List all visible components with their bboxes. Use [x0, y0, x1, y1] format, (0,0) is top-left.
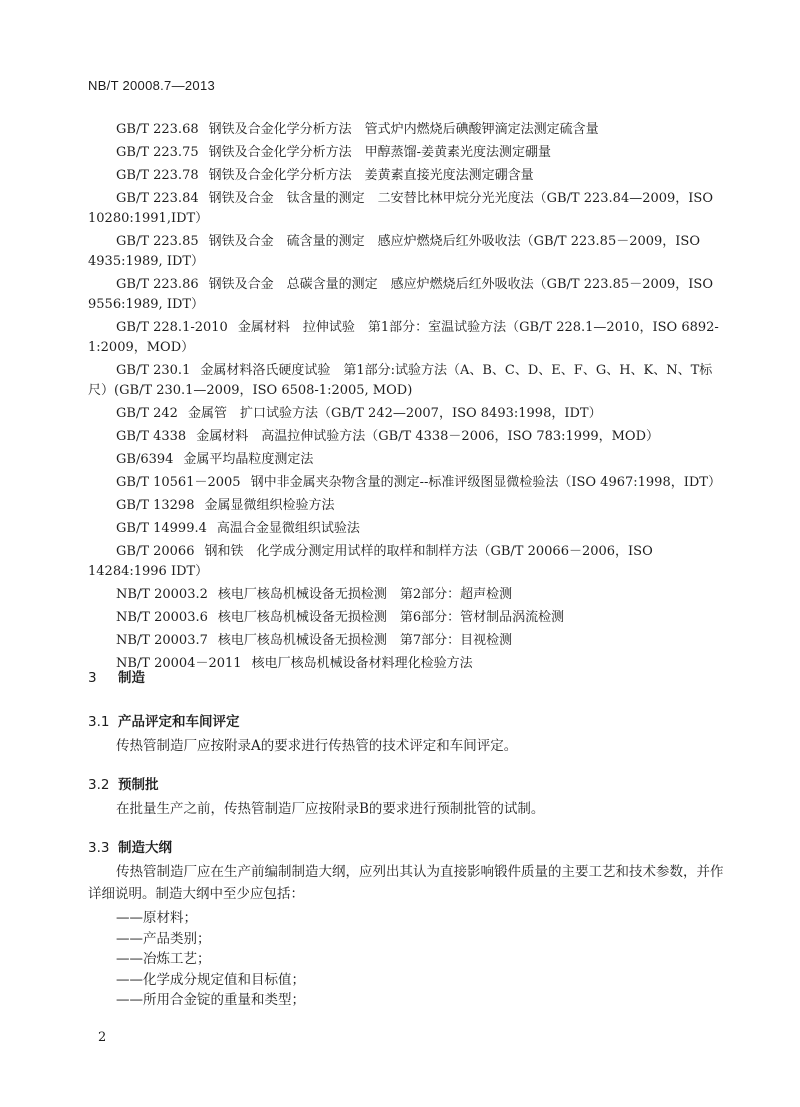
reference-code: GB/T 20066	[116, 544, 195, 559]
list-item: ——冶炼工艺；	[116, 951, 211, 967]
reference-code: GB/6394	[116, 452, 174, 467]
reference-title: 钢铁及合金 总碳含量的测定 感应炉燃烧后红外吸收法（GB/T 223.85－2009，ISO 9556:1989, IDT）	[88, 277, 714, 312]
reference-item	[88, 189, 728, 229]
reference-title: 金属平均晶粒度测定法	[183, 452, 314, 467]
reference-code: NB/T 20003.6	[116, 610, 208, 625]
reference-item	[88, 318, 728, 358]
reference-code: NB/T 20003.7	[116, 633, 208, 648]
reference-code: GB/T 10561－2005	[116, 475, 241, 490]
reference-item	[88, 654, 728, 674]
reference-item	[88, 496, 728, 516]
manufacturing-outline-list	[116, 908, 305, 1011]
reference-item	[88, 275, 728, 315]
reference-title: 核电厂核岛机械设备无损检测 第6部分：管材制品涡流检测	[217, 610, 565, 625]
reference-item	[88, 404, 728, 424]
reference-code: GB/T 228.1-2010	[116, 320, 228, 335]
list-item: ——化学成分规定值和目标值；	[116, 971, 305, 988]
subsection-heading	[88, 836, 172, 856]
reference-item	[88, 166, 728, 186]
reference-title: 金属显微组织检验方法	[204, 498, 335, 513]
reference-item	[88, 361, 728, 401]
reference-title: 核电厂核岛机械设备无损检测 第2部分：超声检测	[217, 587, 513, 602]
section-number: 3	[88, 670, 97, 686]
reference-title: 钢铁及合金化学分析方法 姜黄素直接光度法测定硼含量	[208, 168, 534, 183]
list-item: ——原材料；	[116, 910, 197, 926]
reference-title: 钢中非金属夹杂物含量的测定--标准评级图显微检验法（ISO 4967:1998，IDT）	[250, 475, 721, 490]
paragraph: 传热管制造厂应按附录A的要求进行传热管的技术评定和车间评定。	[116, 738, 518, 754]
subsection-heading	[88, 773, 159, 793]
reference-item	[88, 608, 728, 628]
subsection-heading	[88, 710, 240, 730]
reference-item	[88, 120, 728, 140]
reference-title: 金属管 扩口试验方法（GB/T 242—2007，ISO 8493:1998，IDT）	[187, 406, 602, 421]
reference-title: 钢铁及合金 钛含量的测定 二安替比林甲烷分光光度法（GB/T 223.84—2009，ISO 10280:1991,IDT）	[88, 191, 714, 226]
reference-item	[88, 232, 728, 272]
reference-code: GB/T 13298	[116, 498, 195, 513]
reference-title: 钢和铁 化学成分测定用试样的取样和制样方法（GB/T 20066－2006，ISO 14284:1996 IDT）	[88, 544, 653, 579]
reference-code: GB/T 4338	[116, 429, 187, 444]
reference-code: NB/T 20003.2	[116, 587, 208, 602]
subsection-number: 3.3	[88, 840, 110, 856]
reference-title: 高温合金显微组织试验法	[216, 521, 360, 536]
reference-code: NB/T 20004－2011	[116, 656, 242, 671]
reference-item	[88, 542, 728, 582]
list-item: ——所用合金锭的重量和类型；	[116, 992, 305, 1008]
subsection-title: 产品评定和车间评定	[118, 714, 240, 730]
reference-title: 核电厂核岛机械设备材料理化检验方法	[251, 656, 473, 671]
reference-title: 核电厂核岛机械设备无损检测 第7部分：目视检测	[217, 633, 513, 648]
reference-code: GB/T 223.68	[116, 122, 199, 137]
reference-item	[88, 631, 728, 651]
subsection-title: 预制批	[118, 777, 159, 793]
reference-item	[88, 143, 728, 163]
reference-code: GB/T 223.85	[116, 234, 199, 249]
reference-item	[88, 473, 728, 493]
section-title: 制造	[118, 670, 145, 686]
reference-title: 钢铁及合金化学分析方法 甲醇蒸馏-姜黄素光度法测定硼量	[208, 145, 552, 160]
reference-code: GB/T 242	[116, 406, 178, 421]
reference-code: GB/T 223.84	[116, 191, 199, 206]
normative-references-list	[88, 120, 728, 677]
list-item: ——产品类别；	[116, 930, 211, 947]
reference-title: 金属材料洛氏硬度试验 第1部分:试验方法（A、B、C、D、E、F、G、H、K、N、T标尺）(GB/T 230.1—2009，ISO 6508-1:2005, MOD)	[88, 363, 713, 398]
document-header: NB/T 20008.7—2013	[88, 78, 216, 93]
reference-item	[88, 427, 728, 447]
reference-code: GB/T 223.78	[116, 168, 199, 183]
reference-item	[88, 450, 728, 470]
page-number: 2	[98, 1030, 107, 1045]
reference-item	[88, 585, 728, 605]
paragraph: 在批量生产之前，传热管制造厂应按附录B的要求进行预制批管的试制。	[116, 801, 545, 817]
reference-code: GB/T 14999.4	[116, 521, 207, 536]
section-heading	[88, 666, 145, 686]
subsection-title: 制造大纲	[118, 840, 172, 856]
reference-title: 金属材料 拉伸试验 第1部分：室温试验方法（GB/T 228.1—2010，ISO 6892-1:2009，MOD）	[88, 320, 719, 355]
reference-title: 钢铁及合金化学分析方法 管式炉内燃烧后碘酸钾滴定法测定硫含量	[208, 122, 599, 137]
subsection-number: 3.1	[88, 714, 110, 730]
reference-title: 金属材料 高温拉伸试验方法（GB/T 4338－2006，ISO 783:1999，MOD）	[196, 429, 660, 444]
reference-code: GB/T 223.75	[116, 145, 199, 160]
paragraph: 传热管制造厂应在生产前编制制造大纲，应列出其认为直接影响锻件质量的主要工艺和技术参数，并作详细说明。制造大纲中至少应包括：	[88, 864, 724, 902]
reference-code: GB/T 230.1	[116, 363, 191, 378]
reference-item	[88, 519, 728, 539]
subsection-number: 3.2	[88, 777, 110, 793]
reference-code: GB/T 223.86	[116, 277, 199, 292]
reference-title: 钢铁及合金 硫含量的测定 感应炉燃烧后红外吸收法（GB/T 223.85－2009，ISO 4935:1989, IDT）	[88, 234, 701, 269]
